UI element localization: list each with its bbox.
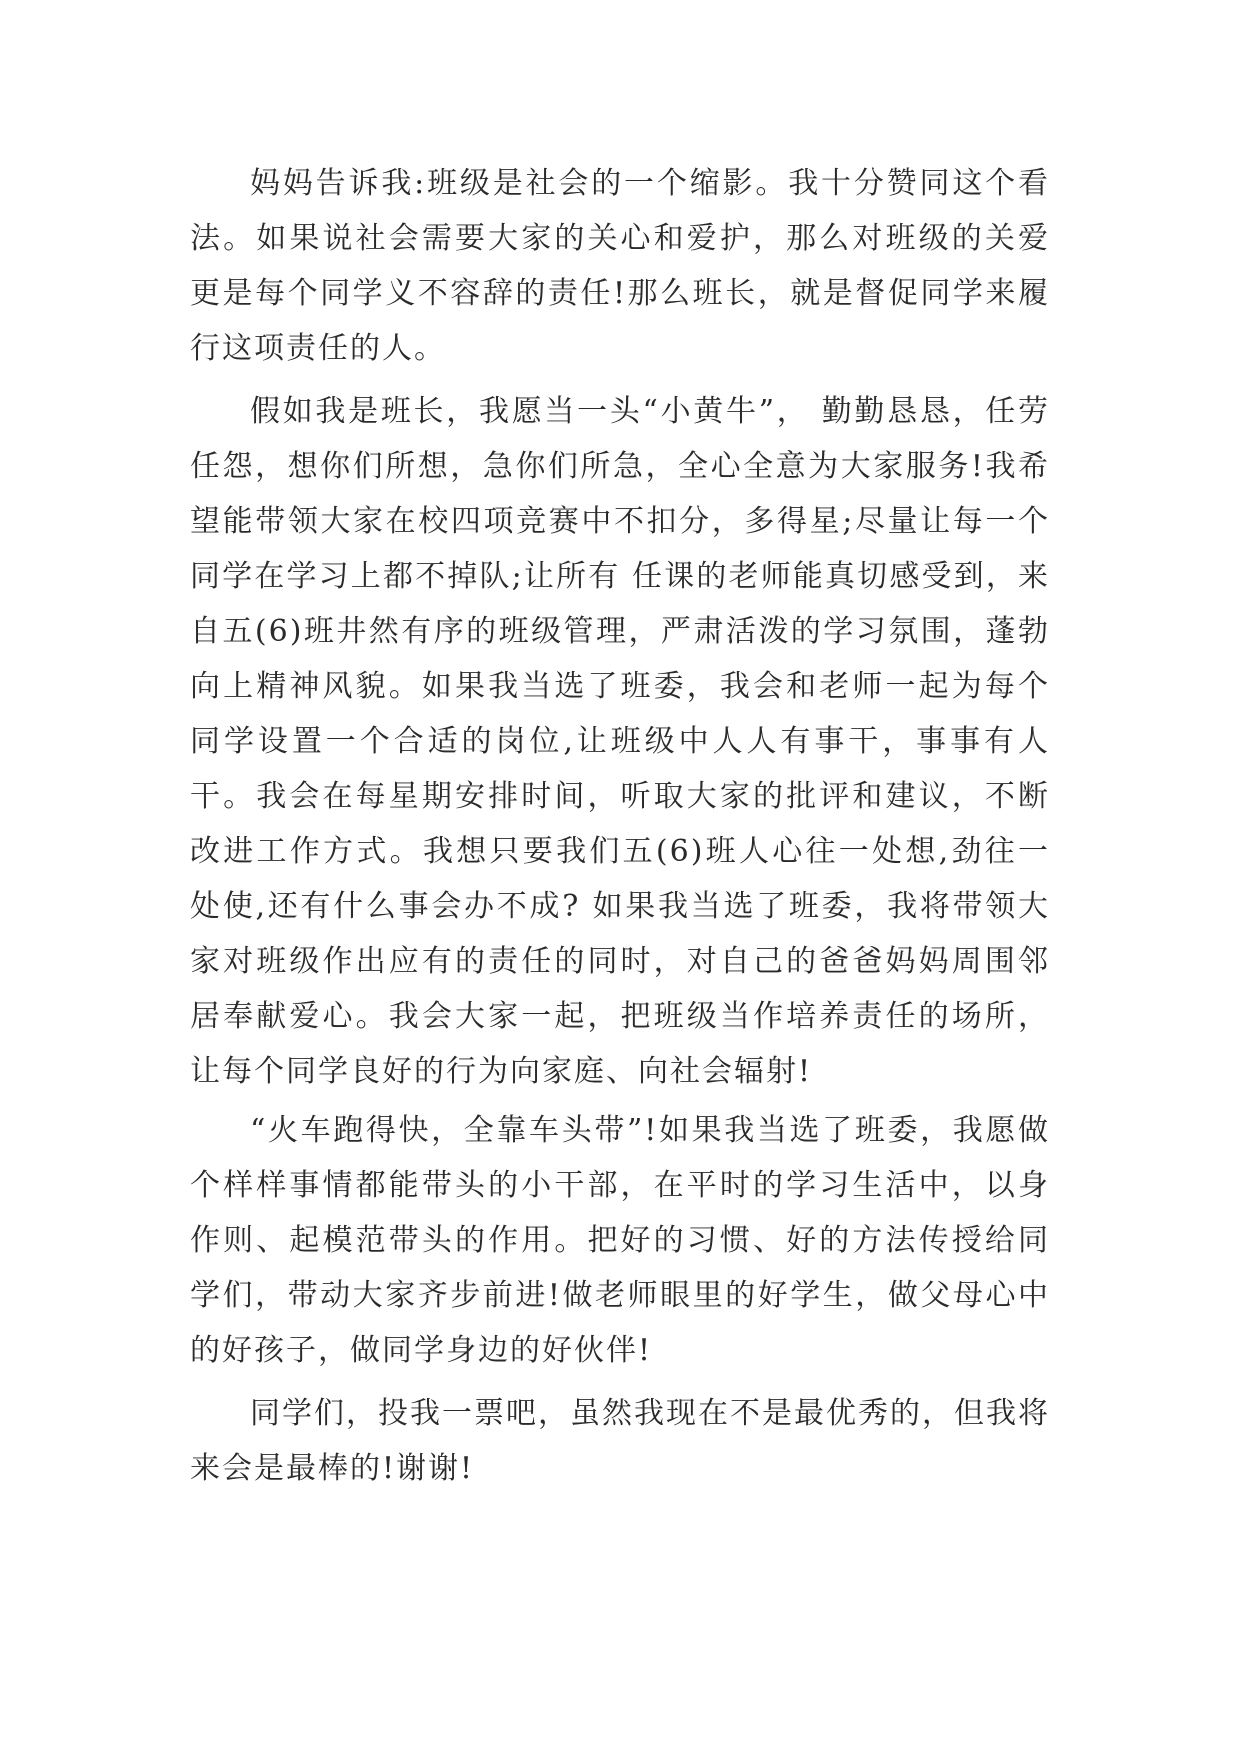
paragraph-lead-by-example: “火车跑得快，全靠车头带”!如果我当选了班委，我愿做个样样事情都能带头的小干部，在平时的学习生活中，以身作则、起模范带头的作用。把好的习惯、好的方法传授给同学们，带动大家齐步前进!做老师眼里的好学生，做父母心中的好孩子，做同学身边的好伙伴!	[190, 1113, 1050, 1368]
document-body	[190, 156, 1050, 1496]
paragraph-intro: 妈妈告诉我:班级是社会的一个缩影。我十分赞同这个看法。如果说社会需要大家的关心和爱护，那么对班级的关爱更是每个同学义不容辞的责任!那么班长，就是督促同学来履行这项责任的人。	[190, 166, 1050, 366]
paragraph-closing: 同学们，投我一票吧，虽然我现在不是最优秀的，但我将来会是最棒的!谢谢!	[190, 1396, 1050, 1486]
paragraph-plans: 假如我是班长，我愿当一头“小黄牛”， 勤勤恳恳，任劳任怨，想你们所想，急你们所急，全心全意为大家服务!我希望能带领大家在校四项竞赛中不扣分，多得星;尽量让每一个同学在学习上都不掉队;让所有 任课的老师能真切感受到，来自五(6)班井然有序的班级管理，严肃活泼的学习氛围，蓬勃向上精神风貌。如果我当选了班委，我会和老师一起为每个同学设置一个合适的岗位,让班级中人人有事干，事事有人干。我会在每星期安排时间，听取大家的批评和建议，不断改进工作方式。我想只要我们五(6)班人心往一处想,劲往一处使,还有什么事会办不成? 如果我当选了班委，我将带领大家对班级作出应有的责任的同时，对自己的爸爸妈妈周围邻居奉献爱心。我会大家一起，把班级当作培养责任的场所，让每个同学良好的行为向家庭、向社会辐射!	[190, 394, 1050, 1089]
